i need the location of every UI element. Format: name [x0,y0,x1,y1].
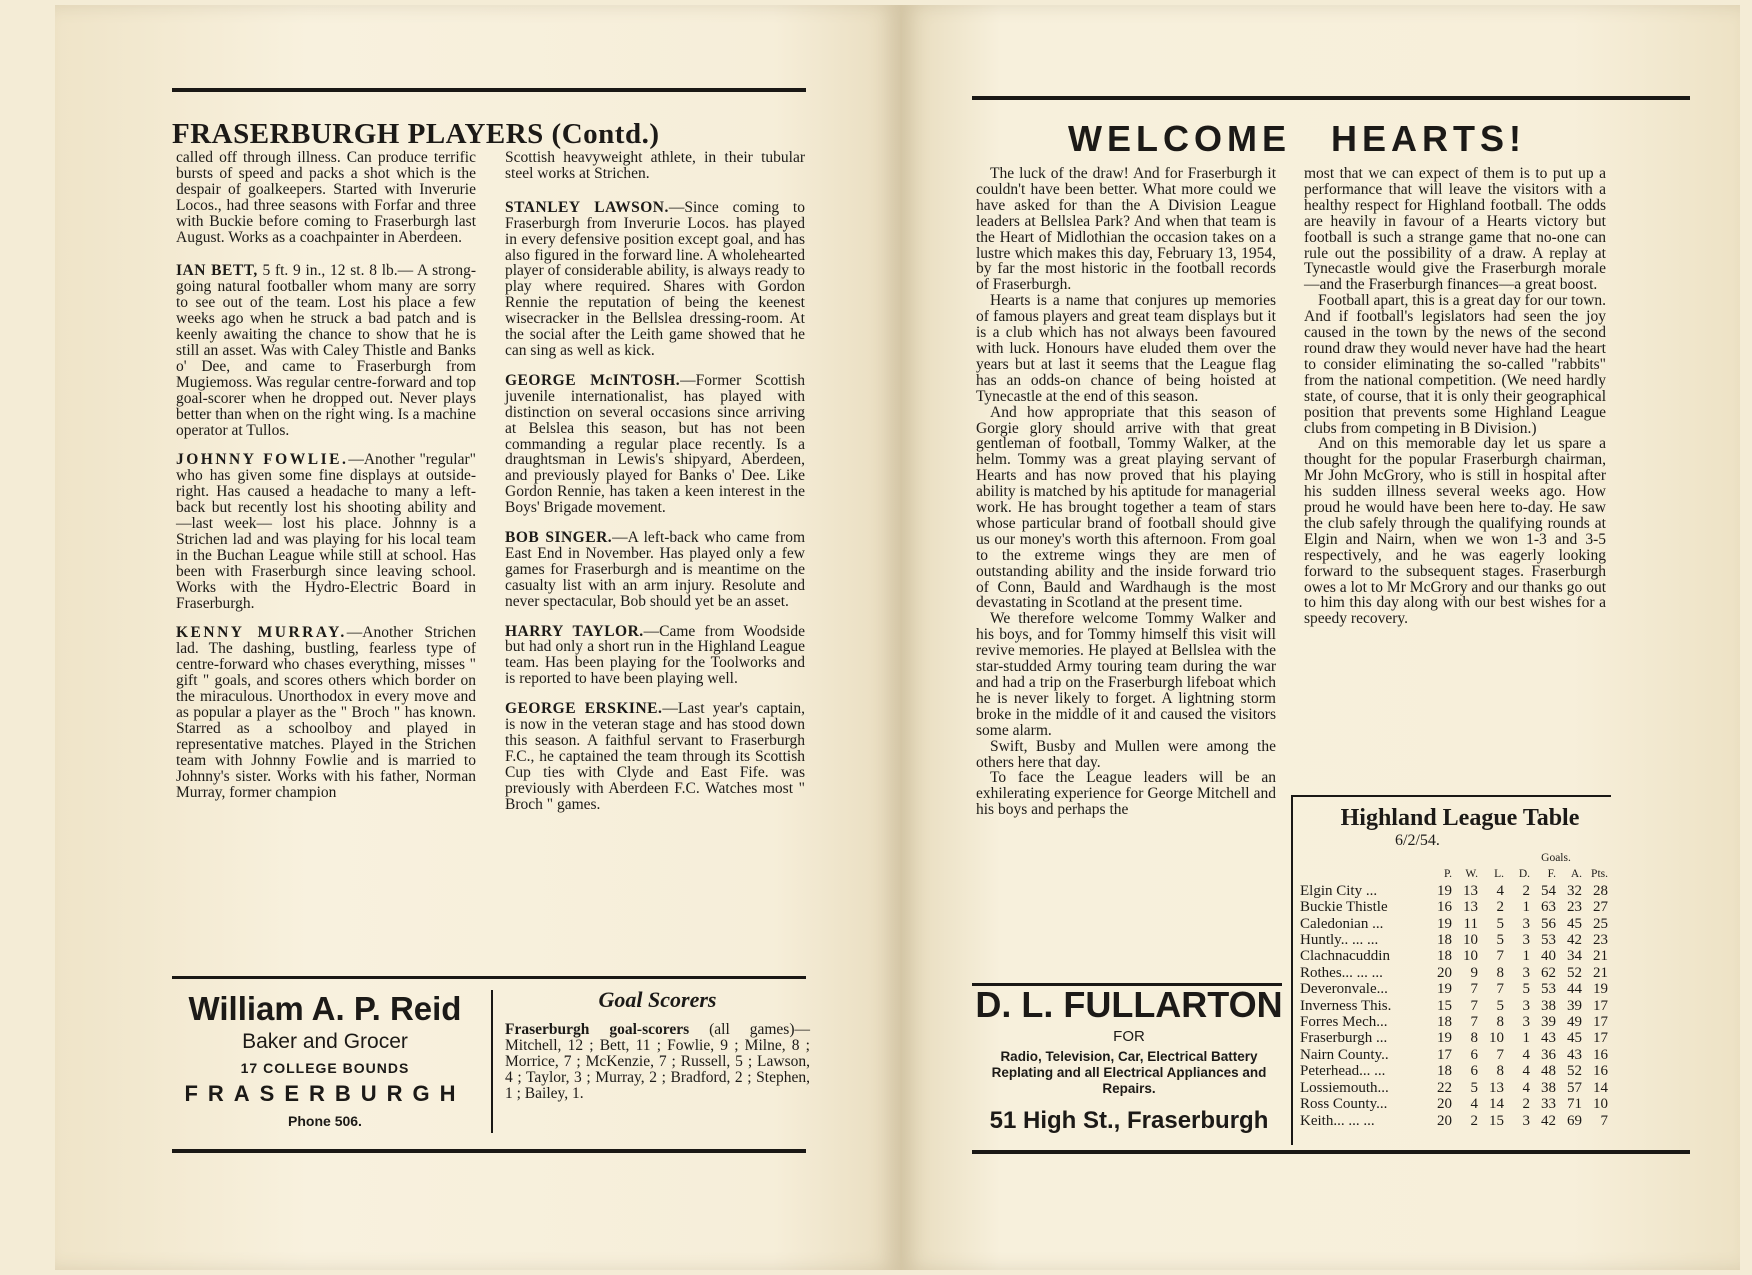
stat-cell: 38 [1541,997,1556,1014]
stat-cell: 4 [1522,1046,1530,1063]
team-name-cell: Nairn County.. [1300,1046,1389,1063]
stat-cell: 7 [1496,948,1504,965]
stat-cell: 40 [1541,948,1556,965]
team-name-cell: Forres Mech... [1300,1014,1388,1031]
entry-text: —Former Scottish juvenile internationalist, has played with distinction on several occasions since arriving at Belslea this season, but has not been commanding a regular place recently. Is a draughtsman in Lewis's shipyard, Aberdeen, and previously played for Banks o' Dee. Like Gordon Rennie, has taken a keen interest in the Boys' Brigade movement. [505,371,805,517]
stat-cell: 5 [1496,997,1504,1014]
stat-cell: 6 [1470,1046,1478,1063]
stat-cell: 43 [1541,1030,1556,1047]
paragraph: And how appropriate that this season of Gorgie glory should arrive with that great gentleman of football, Tommy Walker, at the helm. Tommy was a great playing servant of Hearts and has now proved that his playing ability is matched by his aptitude for managerial work. He has brought together a team of stars whose particular brand of football should give us our money's worth this afternoon. From goal to the extreme wings they are men of outstanding ability and the inside forward trio of Conn, Bauld and Wardhaugh is the most devastating in Scotland at the present time. [976,403,1277,612]
stat-cell: 19 [1437,882,1452,899]
stat-cell: 42 [1541,1112,1556,1129]
team-name-cell: Deveronvale... [1300,981,1388,998]
stat-cell: 56 [1541,915,1556,932]
paragraph: To face the League leaders will be an exhilerating experience for George Mitchell and his boys and perhaps the [976,769,1276,819]
stat-cell: 19 [1437,1030,1452,1047]
table-row [1300,899,1608,915]
stat-cell: 33 [1541,1096,1556,1113]
stat-cell: 1 [1522,899,1530,916]
team-name-cell: Clachnacuddin [1300,948,1390,965]
stat-cell: 10 [1489,1030,1504,1047]
column-header: L. [1494,868,1504,881]
player-name: GEORGE McINTOSH. [505,371,681,389]
stat-cell: 42 [1567,932,1582,949]
column-header: Pts. [1591,868,1608,881]
stat-cell: 3 [1522,932,1530,949]
table-row [1300,1014,1608,1030]
stat-cell: 18 [1437,1014,1452,1031]
stat-cell: 28 [1593,882,1608,899]
stat-cell: 10 [1463,932,1478,949]
stat-cell: 39 [1541,1014,1556,1031]
advertiser-trade: Baker and Grocer [242,1030,408,1053]
table-divider [1291,795,1293,1145]
stat-cell: 7 [1496,1046,1504,1063]
player-name: BOB SINGER. [505,529,613,547]
player-entry [505,373,805,516]
stat-cell: 13 [1489,1079,1504,1096]
top-rule-left [172,88,806,92]
player-entry [176,452,476,611]
paragraph: And on this memorable day let us spare a thought for the popular Fraserburgh chairman, Mr John McGrory, who is still in hospital after his sudden illness several weeks ago. How proud he would have been here to-day. He saw the club safely through the qualifying rounds at Elgin and Nairn, when we won 1-3 and 3-5 respectively, and he was eagerly looking forward to the subsequent stages. Fraserburgh owes a lot to Mr McGrory and our thanks go out to him this day along with our best wishes for a speedy recovery. [1304,435,1606,628]
stat-cell: 4 [1470,1096,1478,1113]
goal-scorers-list: —Mitchell, 12 ; Bett, 11 ; Fowlie, 9 ; Milne, 8 ; Morrice, 7 ; McKenzie, 7 ; Russell, 5 ; Lawson, 4 ; Taylor, 3 ; Murray, 2 ; Bradford, 2 ; Stephen, 1 ; Bailey, 1. [505,1021,810,1102]
stat-cell: 19 [1437,915,1452,932]
stat-cell: 7 [1600,1112,1608,1129]
table-row [1300,1047,1608,1063]
stat-cell: 16 [1437,899,1452,916]
stat-cell: 8 [1496,1014,1504,1031]
stat-cell: 10 [1463,948,1478,965]
stat-cell: 18 [1437,948,1452,965]
entry-text: —Since coming to Fraserburgh from Inverurie Locos. has played in every defensive position except goal, and has also figured in the forward line. A wholehearted player of considerable ability, is always ready to play where required. Shares with Gordon Rennie the reputation of being the keenest wisecracker in the Bellslea dressing-room. At the social after the Leith game showed that he can sing as well as kick. [505,198,805,359]
player-entry [505,200,805,359]
stat-cell: 5 [1496,915,1504,932]
fullarton-advert [975,985,1283,1139]
stat-cell: 49 [1567,1014,1582,1031]
stat-cell: 6 [1470,1063,1478,1080]
team-name-cell: Keith... ... ... [1300,1112,1375,1129]
stat-cell: 23 [1593,932,1608,949]
team-name-cell: Fraserburgh ... [1300,1030,1388,1047]
table-row [1300,1080,1608,1096]
players-column-1 [176,150,476,814]
bottom-rule-right [972,1150,1690,1154]
team-name-cell: Peterhead... ... [1300,1063,1386,1080]
entry-text: —A left-back who came from East End in November. Has played only a few games for Fraserburgh and is meantime on the casualty list with an arm injury. Resolute and never spectacular, Bob should yet be an asset. [505,529,806,610]
stat-cell: 14 [1593,1079,1608,1096]
mid-rule-left [172,976,806,979]
team-name-cell: Rothes... ... ... [1300,964,1383,981]
player-entry [505,624,805,688]
player-name: JOHNNY FOWLIE. [176,451,349,469]
player-entry [505,530,805,610]
players-heading: FRASERBURGH PLAYERS (Contd.) [172,118,660,150]
stat-cell: 71 [1567,1096,1582,1113]
entry-text: called off through illness. Can produce terrific bursts of speed and packs a shot which is the despair of goalkeepers. Started with Inverurie Locos., had three seasons with Forfar and three with Buckie before coming to Fraserburgh last August. Works as a coachpainter in Aberdeen. [176,149,476,246]
stat-cell: 16 [1593,1063,1608,1080]
stat-cell: 3 [1522,915,1530,932]
league-table-date: 6/2/54. [1395,832,1440,849]
stat-cell: 39 [1567,997,1582,1014]
table-top-rule [1291,795,1611,797]
entry-text: —Another Strichen lad. The dashing, bustling, fearless type of centre-forward who chases everything, misses " gift " goals, and scores others which border on the miraculous. Unorthodox in every move and as popular a player as the " Broch " has known. Starred as a schoolboy and played in representative matches. Played in the Strichen team with Johnny Fowlie and is married to Johnny's sister. Works with his father, Norman Murray, former champion [176,624,476,801]
advertiser-name: William A. P. Reid [188,990,462,1027]
player-entry [176,263,476,438]
table-row [1300,1113,1608,1129]
stat-cell: 45 [1567,915,1582,932]
stat-cell: 17 [1593,1030,1608,1047]
paragraph: The luck of the draw! And for Fraserburgh it couldn't have been better. What more could we have asked for than the A Division League leaders at Bellslea Park? And when that team is the Heart of Midlothian the occasion takes on a lustre which makes this day, February 13, 1954, by far the most historic in the football records of Fraserburgh. [976,165,1276,294]
stat-cell: 44 [1567,981,1582,998]
stat-cell: 36 [1541,1046,1556,1063]
stat-cell: 19 [1437,981,1452,998]
goal-scorers-box [505,987,810,1102]
advertiser-phone: Phone 506. [288,1113,362,1129]
stat-cell: 15 [1437,997,1452,1014]
stat-cell: 20 [1437,964,1452,981]
player-entry [505,150,805,182]
stat-cell: 4 [1522,1063,1530,1080]
paragraph: Football apart, this is a great day for our town. And if football's legislators had seen the joy caused in the town by the news of the second round draw they would never have had the heart to consider eliminating the so-called "rabbits" from the national competition. (We need hardly state, of course, that it is only their geographical position that prevents some Highland League clubs from competing in B Division.) [1304,292,1606,437]
table-row [1300,948,1608,964]
stat-cell: 16 [1593,1046,1608,1063]
entry-text: —Came from Woodside but had only a short run in the Highland League team. Has been playing for the Toolworks and is reported to have been playing well. [505,622,805,688]
player-name: HARRY TAYLOR. [505,622,644,640]
stat-cell: 22 [1437,1079,1452,1096]
stat-cell: 9 [1470,964,1478,981]
column-header: P. [1444,868,1452,881]
stat-cell: 7 [1470,1014,1478,1031]
stat-cell: 23 [1567,899,1582,916]
advertiser-services: Radio, Television, Car, Electrical Battery Replating and all Electrical Appliances and Repairs. [991,1049,1267,1096]
stat-cell: 25 [1593,915,1608,932]
column-header: A. [1570,868,1582,881]
welcome-column-2 [1304,166,1606,627]
player-name: STANLEY LAWSON. [505,198,669,216]
entry-text: —Last year's captain, is now in the veteran stage and has stood down this season. A faithful servant to Fraserburgh F.C., he captained the team through its Scottish Cup ties with Clyde and East Fife. was previously with Aberdeen F.C. Watches most " Broch " games. [505,700,806,813]
table-goals-header-row [1300,850,1608,866]
column-header: D. [1518,868,1530,881]
table-row [1300,1030,1608,1046]
stat-cell: 8 [1496,1063,1504,1080]
welcome-word: WELCOME [1068,118,1291,159]
welcome-heading [1068,118,1526,160]
stat-cell: 3 [1522,1112,1530,1129]
goal-scorers-text [505,1022,810,1102]
player-entry [176,150,476,245]
player-name: IAN BETT, [176,262,258,280]
stat-cell: 53 [1541,981,1556,998]
stat-cell: 10 [1593,1096,1608,1113]
stat-cell: 52 [1567,964,1582,981]
table-row [1300,932,1608,948]
stat-cell: 34 [1567,948,1582,965]
stat-cell: 14 [1489,1096,1504,1113]
table-row [1300,1063,1608,1079]
stat-cell: 54 [1541,882,1556,899]
stat-cell: 43 [1567,1046,1582,1063]
stat-cell: 48 [1541,1063,1556,1080]
stat-cell: 3 [1522,1014,1530,1031]
stat-cell: 2 [1470,1112,1478,1129]
player-entry [505,701,805,812]
team-name-cell: Lossiemouth... [1300,1079,1389,1096]
stat-cell: 2 [1522,1096,1530,1113]
stat-cell: 13 [1463,899,1478,916]
stat-cell: 17 [1593,1014,1608,1031]
table-row [1300,883,1608,899]
table-row [1300,998,1608,1014]
table-row [1300,981,1608,997]
entry-text: —Another "regular" who has given some fine displays at outside-right. Has caused a headache to many a left-back but recently lost his shooting ability and —last week— lost his place. Johnny is a Strichen lad and was playing for his local team in the Buchan League while still at school. Has been with Fraserburgh since leaving school. Works with the Hydro-Electric Board in Fraserburgh. [176,451,476,612]
paragraph: most that we can expect of them is to put up a performance that will leave the visitors with a healthy respect for Highland football. The odds are heavily in favour of a Hearts victory but football is such a strange game that no-one can rule out the possibility of a draw. A replay at Tynecastle would give the Fraserburgh morale—and the Fraserburgh finances—a great boost. [1304,165,1606,294]
stat-cell: 45 [1567,1030,1582,1047]
stat-cell: 21 [1593,964,1608,981]
stat-cell: 21 [1593,948,1608,965]
stat-cell: 7 [1470,981,1478,998]
hearts-word: HEARTS! [1330,118,1526,159]
table-row [1300,965,1608,981]
advertiser-town: FRASERBURGH [184,1081,466,1106]
stat-cell: 18 [1437,932,1452,949]
entry-text: 5 ft. 9 in., 12 st. 8 lb.— A strong-going natural footballer whom many are sorry to see out of the team. Lost his place a few weeks ago when he struck a bad patch and is keenly awaiting the chance to show that he is still an asset. Was with Caley Thistle and Banks o' Dee, and came to Fraserburgh from Mugiemoss. Was regular centre-forward and top goal-scorer when he dropped out. Never plays better than when on the right wing. Is a machine operator at Tullos. [176,262,476,439]
welcome-column-1 [976,166,1276,818]
stat-cell: 57 [1567,1079,1582,1096]
stat-cell: 5 [1470,1079,1478,1096]
advertiser-name: D. L. FULLARTON [975,984,1283,1025]
stat-cell: 1 [1522,948,1530,965]
stat-cell: 53 [1541,932,1556,949]
stat-cell: 4 [1522,1079,1530,1096]
stat-cell: 5 [1522,981,1530,998]
stat-cell: 52 [1567,1063,1582,1080]
goal-scorers-lead: Fraserburgh goal-scorers [505,1021,690,1038]
player-entry [176,625,476,800]
paragraph: Hearts is a name that conjures up memories of famous players and great team displays but it is a club which has not always been favoured with luck. Honours have eluded them over the years but at last it seems that the League flag has an odds-on chance of being hoisted at Tynecastle at the end of this season. [976,292,1276,405]
paragraph: Swift, Busby and Mullen were among the others here that day. [976,737,1276,771]
stat-cell: 11 [1463,915,1478,932]
stat-cell: 69 [1567,1112,1582,1129]
team-name-cell: Buckie Thistle [1300,899,1388,916]
stat-cell: 3 [1522,997,1530,1014]
stat-cell: 1 [1522,1030,1530,1047]
table-row [1300,1096,1608,1112]
stat-cell: 32 [1567,882,1582,899]
advertiser-for: FOR [1113,1028,1145,1045]
stat-cell: 38 [1541,1079,1556,1096]
stat-cell: 4 [1496,882,1504,899]
paragraph: We therefore welcome Tommy Walker and his boys, and for Tommy himself this visit will revive memories. He played at Bellslea with the star-studded Army touring team during the war and had a trip on the Fraserburgh lifeboat which he is never likely to forget. A lightning storm broke in the middle of it and caused the visitors some alarm. [976,610,1276,739]
stat-cell: 62 [1541,964,1556,981]
stat-cell: 7 [1496,981,1504,998]
team-name-cell: Elgin City ... [1300,882,1378,899]
stat-cell: 20 [1437,1096,1452,1113]
team-name-cell: Caledonian ... [1300,915,1384,932]
stat-cell: 7 [1470,997,1478,1014]
league-table [1300,850,1608,1129]
stat-cell: 20 [1437,1112,1452,1129]
stat-cell: 2 [1522,882,1530,899]
player-name: KENNY MURRAY. [176,624,347,642]
stat-cell: 27 [1593,899,1608,916]
stat-cell: 13 [1463,882,1478,899]
column-header: W. [1465,868,1478,881]
stat-cell: 63 [1541,899,1556,916]
advert-divider [491,990,493,1133]
goal-scorers-lead-suffix: (all games) [689,1021,795,1038]
top-rule-right [972,96,1690,100]
table-header-row [1300,866,1608,882]
stat-cell: 18 [1437,1063,1452,1080]
reid-advert [175,990,475,1134]
league-table-body [1300,883,1608,1129]
league-table-title: Highland League Table [1340,805,1580,831]
stat-cell: 3 [1522,964,1530,981]
advertiser-address: 17 COLLEGE BOUNDS [240,1060,410,1076]
stat-cell: 19 [1593,981,1608,998]
stat-cell: 8 [1496,964,1504,981]
goals-header: Goals. [1541,852,1571,864]
stat-cell: 2 [1496,899,1504,916]
stat-cell: 17 [1437,1046,1452,1063]
entry-text: Scottish heavyweight athlete, in their tubular steel works at Strichen. [505,149,805,182]
league-table-box [1300,805,1620,1129]
team-name-cell: Inverness This. [1300,997,1392,1014]
team-name-cell: Huntly.. ... ... [1300,932,1379,949]
team-name-cell: Ross County... [1300,1096,1388,1113]
stat-cell: 5 [1496,932,1504,949]
table-row [1300,916,1608,932]
player-name: GEORGE ERSKINE. [505,700,663,718]
stat-cell: 17 [1593,997,1608,1014]
stat-cell: 15 [1489,1112,1504,1129]
goal-scorers-title: Goal Scorers [598,987,717,1012]
column-header: F. [1547,868,1556,881]
bottom-rule-left [172,1149,806,1153]
advertiser-address: 51 High St., Fraserburgh [989,1107,1269,1134]
stat-cell: 8 [1470,1030,1478,1047]
players-column-2 [505,150,805,827]
